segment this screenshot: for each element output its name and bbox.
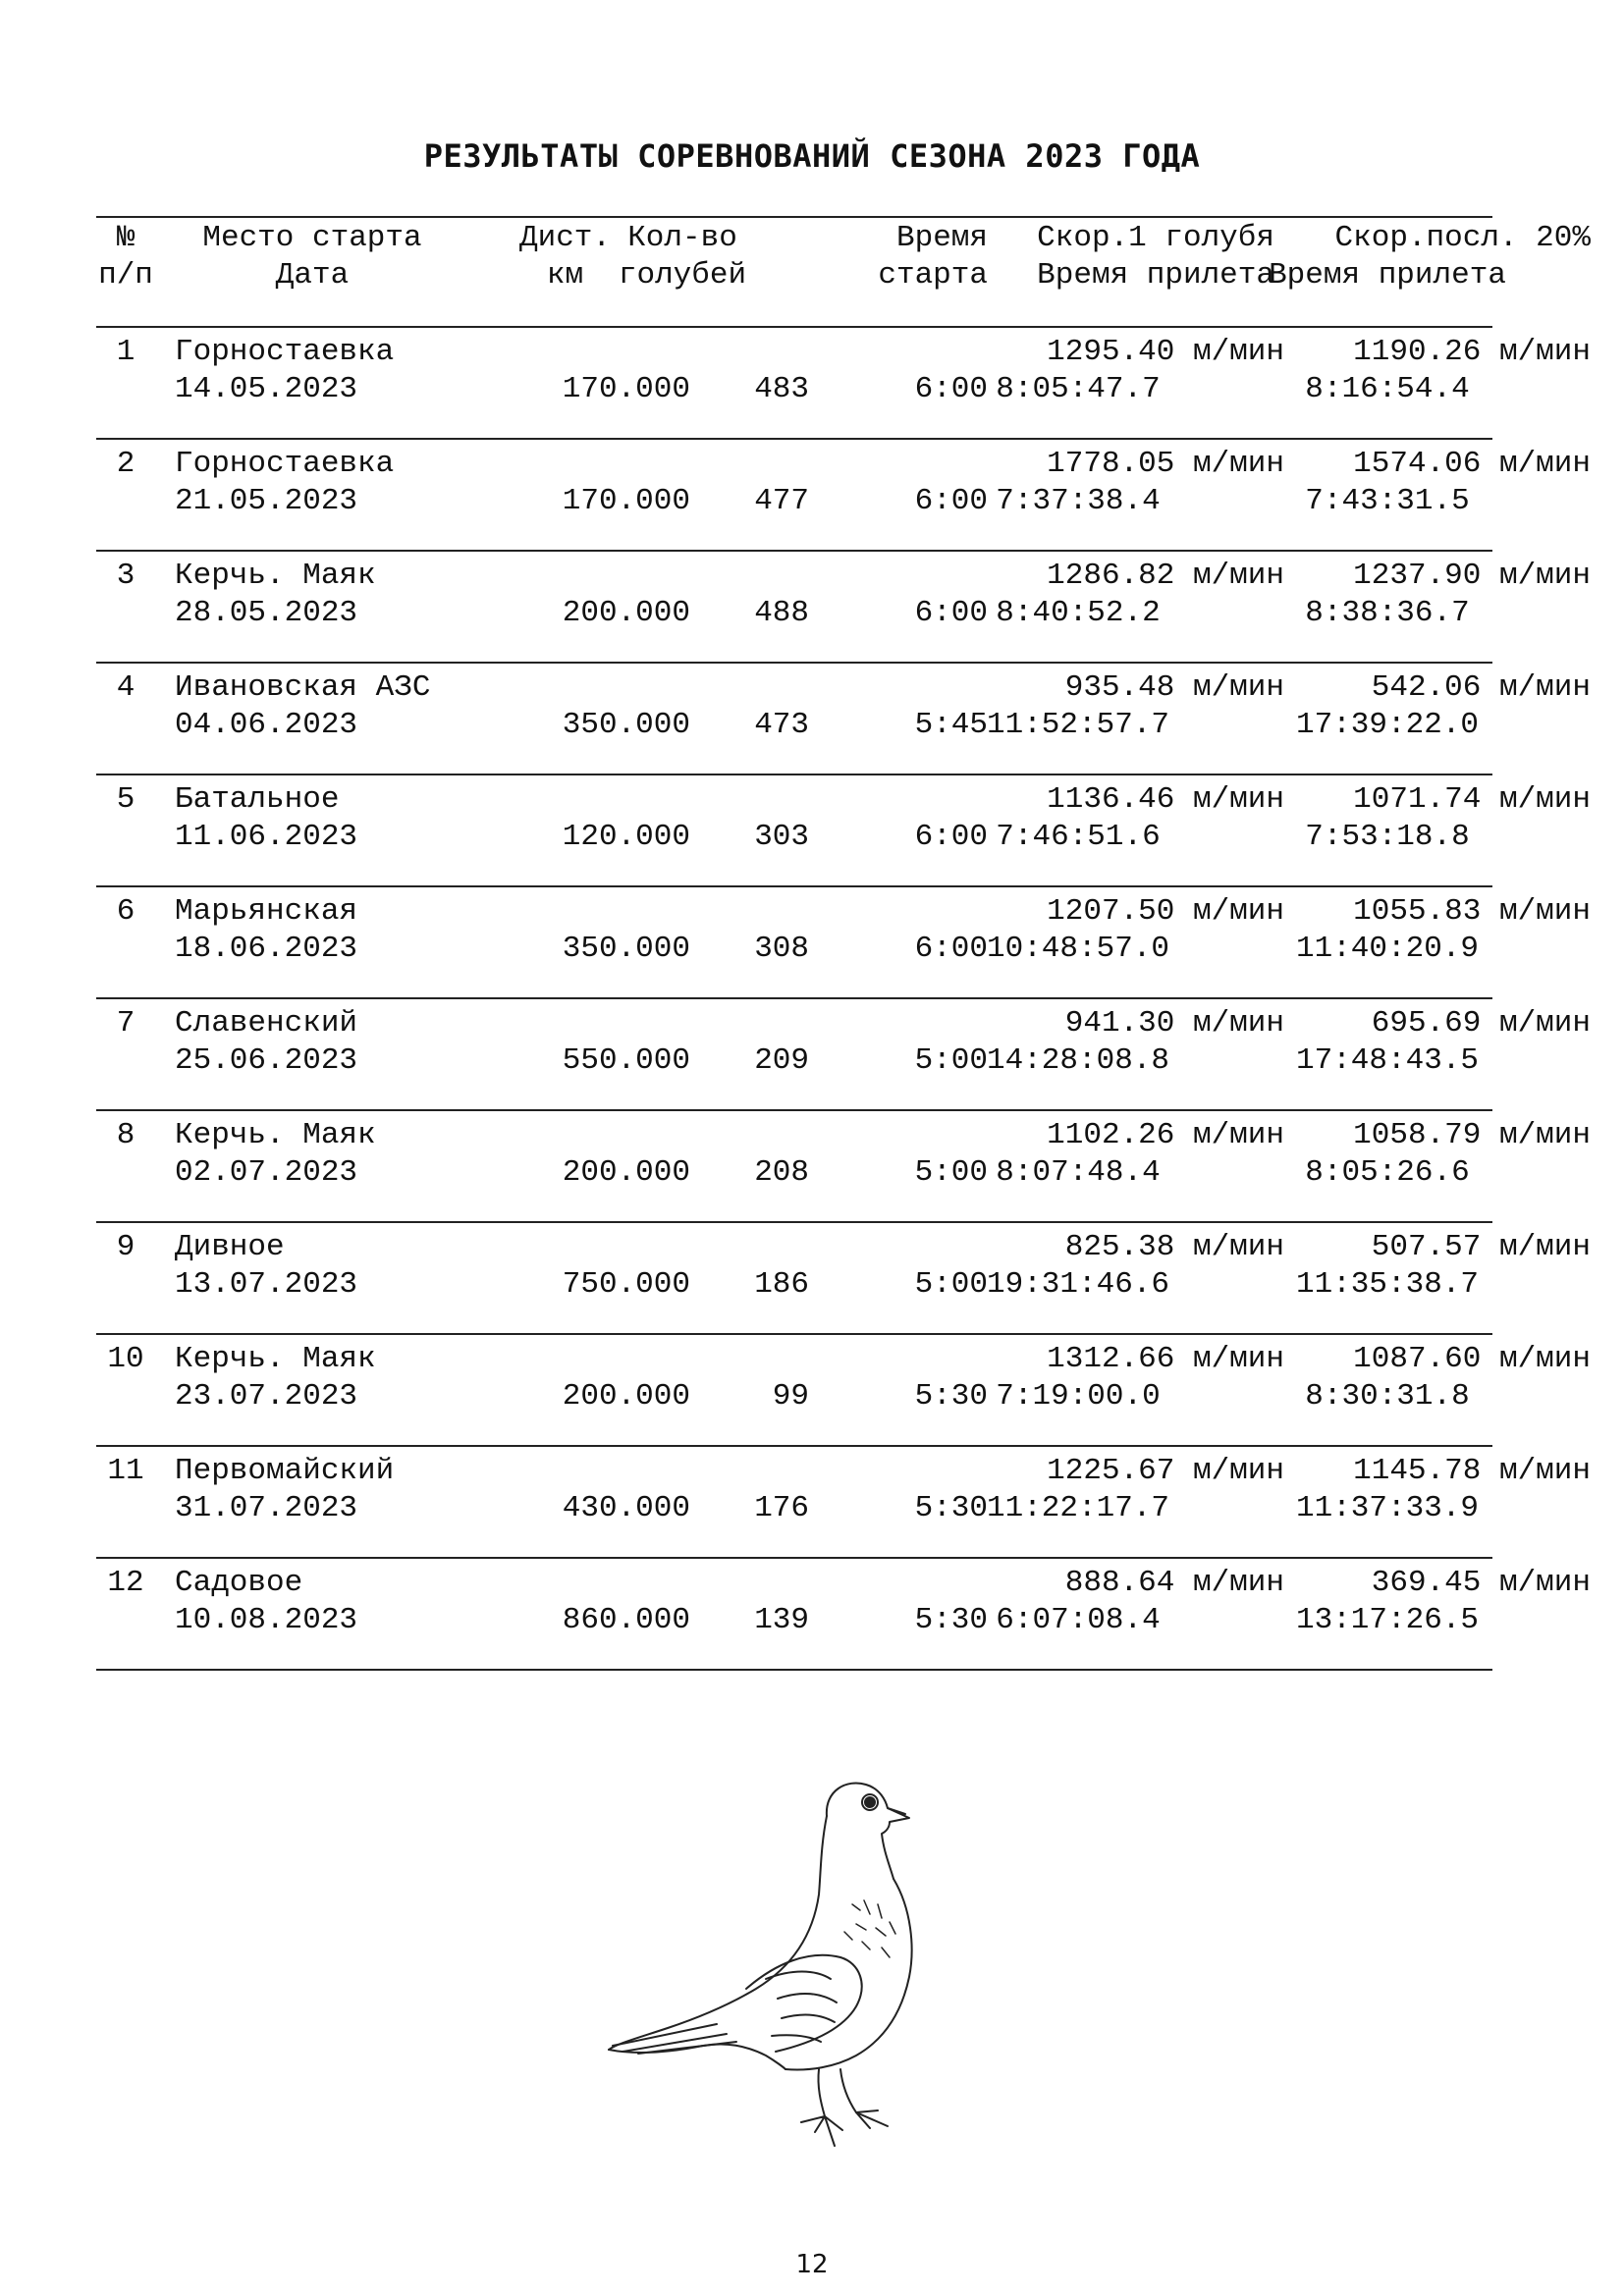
cell-speed20: 1055.83 м/мин: [1353, 894, 1591, 929]
header-qty-line1: Кол-во: [627, 221, 737, 255]
cell-start-time: 5:45: [914, 708, 988, 742]
cell-date: 14.05.2023: [175, 372, 358, 406]
cell-arrival1: 10:48:57.0: [986, 932, 1170, 966]
cell-arrival20: 8:05:26.6: [1305, 1155, 1470, 1190]
cell-date: 23.07.2023: [175, 1379, 358, 1414]
cell-arrival1: 6:07:08.4: [996, 1603, 1161, 1637]
cell-date: 18.06.2023: [175, 932, 358, 966]
cell-dist: 350.000: [562, 708, 690, 742]
cell-speed20: 1237.90 м/мин: [1353, 559, 1591, 593]
cell-num: 1: [116, 335, 135, 369]
header-time-line1: Время: [895, 221, 988, 255]
cell-place: Батальное: [175, 782, 340, 817]
header-speed20-line1: Скор.посл. 20%: [1334, 221, 1591, 255]
cell-place: Дивное: [175, 1230, 285, 1264]
table-row: [96, 1557, 1591, 1669]
cell-speed1: 1312.66 м/мин: [1047, 1342, 1284, 1376]
cell-speed20: 1145.78 м/мин: [1353, 1454, 1591, 1488]
cell-dist: 170.000: [562, 372, 690, 406]
cell-start-time: 5:30: [914, 1603, 988, 1637]
cell-arrival20: 8:30:31.8: [1305, 1379, 1470, 1414]
header-num-line1: №: [116, 221, 135, 255]
table-row: [96, 1445, 1591, 1557]
header-place-line1: Место старта: [202, 221, 422, 255]
cell-date: 13.07.2023: [175, 1267, 358, 1302]
cell-arrival20: 17:48:43.5: [1295, 1043, 1480, 1078]
cell-speed1: 941.30 м/мин: [1064, 1006, 1284, 1041]
table-row: [96, 438, 1591, 550]
table-row: [96, 326, 1591, 438]
cell-speed20: 1058.79 м/мин: [1353, 1118, 1591, 1152]
cell-speed1: 1286.82 м/мин: [1047, 559, 1284, 593]
cell-num: 7: [116, 1006, 135, 1041]
page-title: РЕЗУЛЬТАТЫ СОРЕВНОВАНИЙ СЕЗОНА 2023 ГОДА: [423, 137, 1201, 175]
cell-arrival20: 7:53:18.8: [1305, 820, 1470, 854]
header-speed1-line1: Скор.1 голубя: [1037, 221, 1274, 255]
cell-speed20: 1190.26 м/мин: [1353, 335, 1591, 369]
table-row: [96, 774, 1591, 885]
cell-dist: 860.000: [562, 1603, 690, 1637]
cell-arrival1: 7:19:00.0: [996, 1379, 1161, 1414]
cell-arrival1: 7:46:51.6: [996, 820, 1161, 854]
cell-dist: 350.000: [562, 932, 690, 966]
cell-qty: 208: [754, 1155, 809, 1190]
header-speed20-line2: Время прилета: [1269, 258, 1506, 293]
cell-speed20: 542.06 м/мин: [1371, 670, 1591, 705]
cell-num: 11: [107, 1454, 144, 1488]
cell-qty: 176: [754, 1491, 809, 1525]
cell-start-time: 5:00: [914, 1043, 988, 1078]
header-place-line2: Дата: [275, 258, 350, 293]
cell-speed1: 1102.26 м/мин: [1047, 1118, 1284, 1152]
cell-qty: 483: [754, 372, 809, 406]
table-row: [96, 1221, 1591, 1333]
cell-arrival1: 8:07:48.4: [996, 1155, 1161, 1190]
cell-arrival20: 17:39:22.0: [1295, 708, 1480, 742]
cell-start-time: 6:00: [914, 372, 988, 406]
cell-dist: 200.000: [562, 1379, 690, 1414]
cell-place: Марьянская: [175, 894, 358, 929]
cell-start-time: 5:30: [914, 1379, 988, 1414]
cell-qty: 473: [754, 708, 809, 742]
cell-dist: 170.000: [562, 484, 690, 518]
page-number: 12: [795, 2250, 829, 2279]
cell-num: 5: [116, 782, 135, 817]
cell-start-time: 6:00: [914, 932, 988, 966]
cell-dist: 200.000: [562, 596, 690, 630]
cell-date: 02.07.2023: [175, 1155, 358, 1190]
cell-speed1: 1225.67 м/мин: [1047, 1454, 1284, 1488]
cell-place: Первомайский: [175, 1454, 395, 1488]
cell-date: 28.05.2023: [175, 596, 358, 630]
cell-arrival1: 8:05:47.7: [996, 372, 1161, 406]
cell-start-time: 6:00: [914, 596, 988, 630]
cell-date: 31.07.2023: [175, 1491, 358, 1525]
cell-qty: 99: [772, 1379, 809, 1414]
cell-qty: 209: [754, 1043, 809, 1078]
cell-date: 25.06.2023: [175, 1043, 358, 1078]
cell-arrival1: 19:31:46.6: [986, 1267, 1170, 1302]
cell-num: 2: [116, 447, 135, 481]
cell-speed20: 695.69 м/мин: [1371, 1006, 1591, 1041]
cell-dist: 750.000: [562, 1267, 690, 1302]
cell-arrival1: 11:52:57.7: [986, 708, 1170, 742]
header-dist-line2: км: [546, 258, 584, 293]
header-speed1-line2: Время прилета: [1037, 258, 1274, 293]
header-time-line2: старта: [878, 258, 988, 293]
cell-num: 8: [116, 1118, 135, 1152]
cell-arrival20: 13:17:26.5: [1295, 1603, 1480, 1637]
cell-num: 10: [107, 1342, 144, 1376]
cell-place: Керчь. Маяк: [175, 1342, 376, 1376]
cell-arrival1: 14:28:08.8: [986, 1043, 1170, 1078]
cell-place: Горностаевка: [175, 447, 395, 481]
cell-arrival1: 8:40:52.2: [996, 596, 1161, 630]
cell-date: 10.08.2023: [175, 1603, 358, 1637]
table-row: [96, 1333, 1591, 1445]
cell-qty: 308: [754, 932, 809, 966]
cell-start-time: 5:00: [914, 1155, 988, 1190]
cell-arrival20: 11:37:33.9: [1295, 1491, 1480, 1525]
cell-speed1: 888.64 м/мин: [1064, 1566, 1284, 1600]
cell-place: Горностаевка: [175, 335, 395, 369]
cell-start-time: 6:00: [914, 484, 988, 518]
cell-dist: 200.000: [562, 1155, 690, 1190]
cell-place: Ивановская АЗС: [175, 670, 431, 705]
cell-speed1: 1136.46 м/мин: [1047, 782, 1284, 817]
cell-start-time: 5:00: [914, 1267, 988, 1302]
cell-start-time: 5:30: [914, 1491, 988, 1525]
cell-num: 3: [116, 559, 135, 593]
cell-place: Керчь. Маяк: [175, 1118, 376, 1152]
cell-date: 04.06.2023: [175, 708, 358, 742]
cell-start-time: 6:00: [914, 820, 988, 854]
cell-dist: 430.000: [562, 1491, 690, 1525]
table-row: [96, 662, 1591, 774]
cell-qty: 186: [754, 1267, 809, 1302]
cell-qty: 488: [754, 596, 809, 630]
table-row: [96, 885, 1591, 997]
cell-num: 6: [116, 894, 135, 929]
cell-speed20: 1071.74 м/мин: [1353, 782, 1591, 817]
table-top-rule: [96, 216, 1492, 218]
cell-date: 21.05.2023: [175, 484, 358, 518]
header-qty-line2: голубей: [618, 258, 747, 293]
cell-speed1: 825.38 м/мин: [1064, 1230, 1284, 1264]
cell-arrival20: 7:43:31.5: [1305, 484, 1470, 518]
cell-num: 9: [116, 1230, 135, 1264]
cell-place: Керчь. Маяк: [175, 559, 376, 593]
cell-date: 11.06.2023: [175, 820, 358, 854]
cell-qty: 139: [754, 1603, 809, 1637]
cell-arrival1: 7:37:38.4: [996, 484, 1161, 518]
cell-speed1: 935.48 м/мин: [1064, 670, 1284, 705]
cell-dist: 120.000: [562, 820, 690, 854]
cell-arrival20: 8:38:36.7: [1305, 596, 1470, 630]
cell-speed20: 369.45 м/мин: [1371, 1566, 1591, 1600]
cell-arrival1: 11:22:17.7: [986, 1491, 1170, 1525]
cell-speed20: 507.57 м/мин: [1371, 1230, 1591, 1264]
cell-qty: 303: [754, 820, 809, 854]
table-row: [96, 997, 1591, 1109]
cell-num: 4: [116, 670, 135, 705]
cell-num: 12: [107, 1566, 144, 1600]
cell-speed1: 1778.05 м/мин: [1047, 447, 1284, 481]
cell-speed1: 1295.40 м/мин: [1047, 335, 1284, 369]
cell-arrival20: 8:16:54.4: [1305, 372, 1470, 406]
cell-dist: 550.000: [562, 1043, 690, 1078]
cell-arrival20: 11:35:38.7: [1295, 1267, 1480, 1302]
cell-speed20: 1087.60 м/мин: [1353, 1342, 1591, 1376]
table-row: [96, 1109, 1591, 1221]
cell-speed1: 1207.50 м/мин: [1047, 894, 1284, 929]
pigeon-illustration: [599, 1757, 952, 2160]
cell-qty: 477: [754, 484, 809, 518]
cell-place: Садовое: [175, 1566, 303, 1600]
cell-arrival20: 11:40:20.9: [1295, 932, 1480, 966]
cell-place: Славенский: [175, 1006, 358, 1041]
row-bottom-rule: [96, 1669, 1492, 1671]
header-dist-line1: Дист.: [518, 221, 611, 255]
cell-speed20: 1574.06 м/мин: [1353, 447, 1591, 481]
header-num-line2: п/п: [98, 258, 153, 293]
table-row: [96, 550, 1591, 662]
